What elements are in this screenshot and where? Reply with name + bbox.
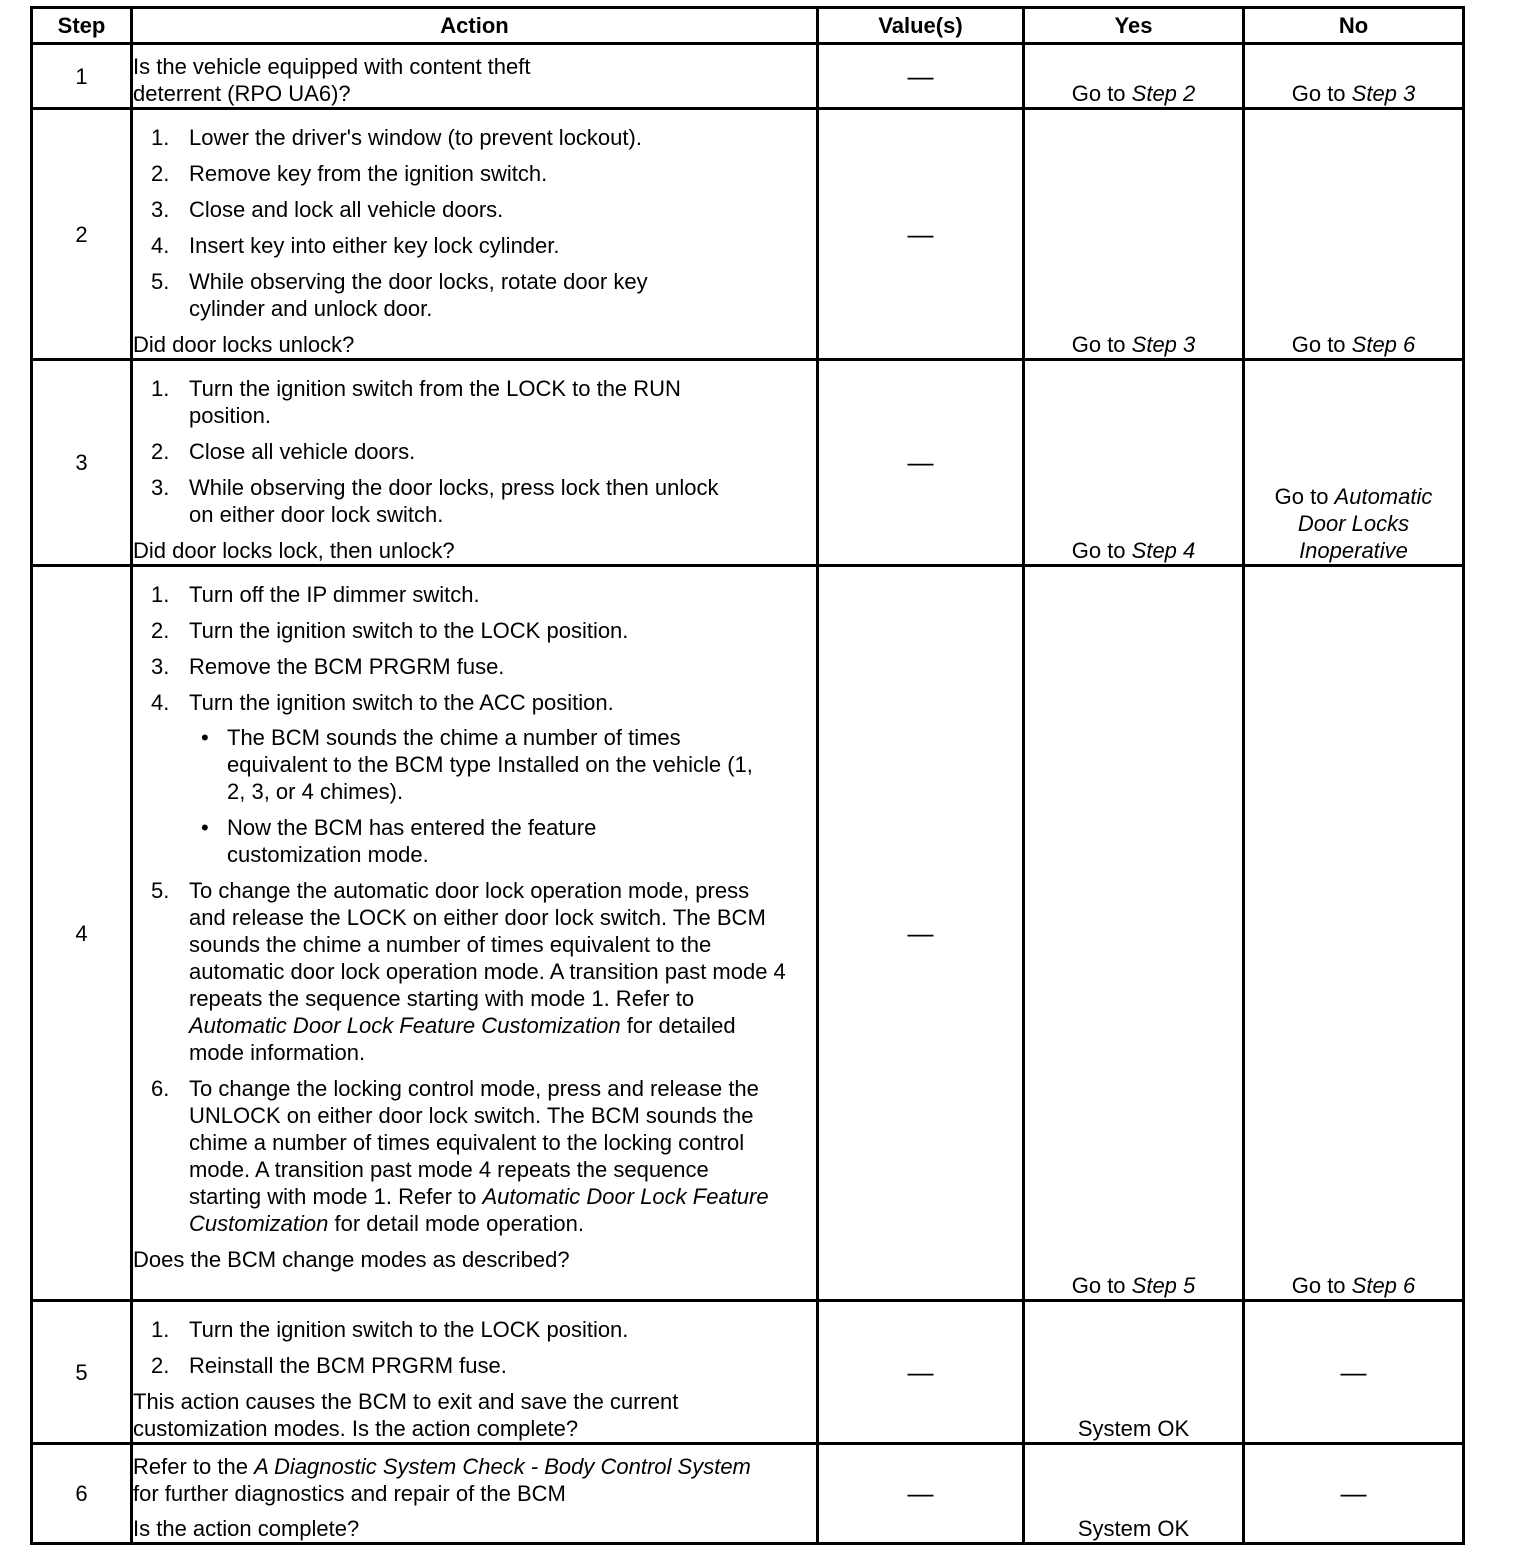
list-item [133,653,816,680]
table-row [32,360,1464,566]
reference-prefix: Refer to the [133,1454,255,1479]
item-text-end: for detail mode operation. [328,1211,584,1236]
list-item [133,196,816,223]
action-cell [132,566,818,1301]
item-number: 1. [151,582,170,607]
list-item [133,375,689,429]
header-no: No [1244,8,1464,44]
item-text: Close all vehicle doors. [189,439,416,464]
value-cell: — [818,1444,1024,1544]
item-number: 3. [151,197,170,222]
step-number: 2 [32,109,132,360]
question-text: Does the BCM change modes as described? [133,1247,570,1272]
item-number: 4. [151,233,170,258]
header-step: Step [32,8,132,44]
item-text: To change the locking control mode, press and release the UNLOCK on either door lock switch. The BCM sounds the chime a number of times equivalent to the locking control mode. A transition past mode 4 repeats the sequence starting with mode 1. Refer to [189,1076,759,1209]
action-list [133,375,816,528]
no-cell [1244,360,1464,566]
item-text: Turn the ignition switch from the LOCK to the RUN position. [189,376,681,428]
reference-title: A Diagnostic System Check - Body Control System [254,1454,751,1479]
item-number: 4. [151,690,170,715]
question-text: This action causes the BCM to exit and save the current customization modes. Is the action complete? [133,1389,679,1441]
yes-prefix: Go to [1071,81,1132,106]
no-prefix: Go to [1291,1273,1352,1298]
no-target: Step 6 [1351,1273,1416,1298]
item-number: 1. [151,1317,170,1342]
table-row [32,1301,1464,1444]
list-item [133,268,729,322]
no-target: Step 6 [1351,332,1416,357]
item-text: Lower the driver's window (to prevent lockout). [189,125,642,150]
yes-prefix: Go to [1071,1273,1132,1298]
list-item [133,232,816,259]
item-text: Reinstall the BCM PRGRM fuse. [189,1353,507,1378]
item-text: While observing the door locks, rotate door key cylinder and unlock door. [189,269,648,321]
item-reference: Automatic Door Lock Feature Customization [189,1013,621,1038]
table-row [32,566,1464,1301]
action-list [133,1316,816,1379]
bullet-item [189,724,757,805]
yes-cell [1024,109,1244,360]
value-cell: — [818,360,1024,566]
list-item [133,474,739,528]
yes-prefix: Go to [1071,538,1132,563]
item-text: Turn the ignition switch to the LOCK position. [189,1317,629,1342]
item-number: 1. [151,376,170,401]
diagnostic-table [30,6,1465,1545]
reference-text [133,1453,773,1507]
step-number: 6 [32,1444,132,1544]
no-cell: — [1244,1301,1464,1444]
yes-cell: System OK [1024,1301,1244,1444]
yes-cell [1024,44,1244,109]
no-cell [1244,44,1464,109]
item-text: Remove the BCM PRGRM fuse. [189,654,505,679]
value-cell: — [818,566,1024,1301]
action-list [133,124,816,322]
no-cell [1244,566,1464,1301]
step-number: 4 [32,566,132,1301]
item-text: Remove key from the ignition switch. [189,161,548,186]
value-cell: — [818,109,1024,360]
bullet-item [189,814,677,868]
value-cell: — [818,1301,1024,1444]
item-number: 5. [151,878,170,903]
reference-suffix: for further diagnostics and repair of the BCM [133,1481,566,1506]
no-cell: — [1244,1444,1464,1544]
item-text-end: for detailed mode information. [189,1013,736,1065]
item-text: While observing the door locks, press lock then unlock on either door lock switch. [189,475,719,527]
header-row [32,8,1464,44]
list-item [133,877,789,1066]
bullet-list [189,724,816,868]
bullet-text: The BCM sounds the chime a number of times equivalent to the BCM type Installed on the vehicle (1, 2, 3, or 4 chimes). [227,725,753,804]
action-cell [132,1301,818,1444]
item-number: 2. [151,618,170,643]
item-number: 5. [151,269,170,294]
item-number: 3. [151,654,170,679]
item-text: Turn off the IP dimmer switch. [189,582,480,607]
header-values: Value(s) [818,8,1024,44]
no-target: Step 3 [1351,81,1416,106]
yes-prefix: Go to [1071,332,1132,357]
question-text: Is the vehicle equipped with content theft deterrent (RPO UA6)? [133,54,531,106]
item-reference: Automatic Door Lock Feature Customization [189,1184,769,1236]
header-action: Action [132,8,818,44]
yes-target: Step 2 [1131,81,1196,106]
yes-target: Step 5 [1131,1273,1196,1298]
bullet-icon: • [201,815,209,840]
item-text: Close and lock all vehicle doors. [189,197,504,222]
yes-cell [1024,566,1244,1301]
item-text: Turn the ignition switch to the ACC position. [189,690,614,715]
no-prefix: Go to [1291,332,1352,357]
item-number: 2. [151,439,170,464]
action-cell [132,1444,818,1544]
item-number: 3. [151,475,170,500]
list-item [133,1352,816,1379]
question-text: Did door locks lock, then unlock? [133,538,455,563]
list-item [133,617,816,644]
table-row [32,109,1464,360]
value-cell: — [818,44,1024,109]
question-text: Did door locks unlock? [133,332,355,357]
item-number: 2. [151,1353,170,1378]
list-item [133,438,816,465]
table-row [32,44,1464,109]
item-text: Insert key into either key lock cylinder. [189,233,560,258]
no-cell [1244,109,1464,360]
list-item [133,124,816,151]
list-item [133,581,816,608]
yes-cell [1024,360,1244,566]
yes-target: Step 4 [1131,538,1196,563]
step-number: 5 [32,1301,132,1444]
item-text: Turn the ignition switch to the LOCK position. [189,618,629,643]
list-item [133,160,816,187]
question-text: Is the action complete? [133,1516,360,1541]
no-prefix: Go to [1274,484,1335,509]
bullet-icon: • [201,725,209,750]
step-number: 1 [32,44,132,109]
list-item [133,1316,816,1343]
item-number: 6. [151,1076,170,1101]
item-number: 1. [151,125,170,150]
action-cell [132,109,818,360]
table-row [32,1444,1464,1544]
action-cell [132,360,818,566]
list-item [133,1075,769,1237]
action-cell [132,44,818,109]
action-list [133,581,816,1237]
no-prefix: Go to [1291,81,1352,106]
list-item [133,689,816,868]
yes-cell: System OK [1024,1444,1244,1544]
header-yes: Yes [1024,8,1244,44]
item-number: 2. [151,161,170,186]
no-target: Automatic Door Locks Inoperative [1297,484,1433,563]
item-text: To change the automatic door lock operation mode, press and release the LOCK on either door lock switch. The BCM sounds the chime a number of times equivalent to the automatic door lock operation mode. A transition past mode 4 repeats the sequence starting with mode 1. Refer to [189,878,786,1011]
bullet-text: Now the BCM has entered the feature customization mode. [227,815,597,867]
step-number: 3 [32,360,132,566]
yes-target: Step 3 [1131,332,1196,357]
